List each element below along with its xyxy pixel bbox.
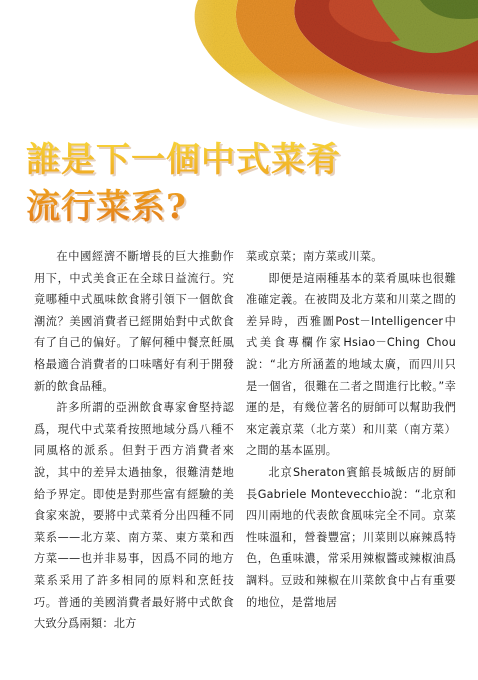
paragraph: 許多所謂的亞洲飲食專家會堅持認爲，現代中式菜肴按照地域分爲八種不同風格的派系。但對于西方消費者來說，其中的差异太過抽象，很難清楚地給予界定。即使是對那些富有經驗的美食家來說，要將中式菜肴分出四種不同菜系——北方菜、南方菜、東方菜和西方菜——也并非易事，因爲不同的地方菜系采用了許多相同的原料和烹飪技巧。普通的美國消費者最好將中式飲食大致分爲兩類：北方 — [34, 401, 234, 631]
article-right-column — [246, 246, 456, 613]
headline-line-1: 誰是下一個中式菜肴 — [26, 140, 341, 180]
paragraph: 在中國經濟不斷增長的巨大推動作用下，中式美食正在全球日益流行。究竟哪種中式風味飲食將引領下一個飲食潮流？美國消費者已經開始對中式飲食有了自己的偏好。了解何種中餐烹飪風格最適合消費者的口味嗜好有利于開發新的飲食品種。 — [34, 250, 234, 393]
article-headline — [26, 137, 466, 231]
headline-line-2: 流行菜系? — [26, 187, 187, 227]
spice-heaps-image — [0, 0, 478, 130]
article-left-column — [34, 246, 234, 635]
paragraph: 北京Sheraton賓館長城飯店的厨師長Gabriele Montevecchio說：“北京和四川兩地的代表飲食風味完全不同。京菜性味溫和，營養豐富；川菜則以麻辣爲特色，色重味濃，常采用辣椒醬或辣椒油爲調料。豆豉和辣椒在川菜飲食中占有重要的地位，是當地居 — [246, 465, 456, 609]
paragraph: 即便是這兩種基本的菜肴風味也很難准確定義。在被問及北方菜和川菜之間的差异時，西雅圖Post－Intelligencer中式美食專欄作家Hsiao－Ching Chou說：“北方所涵蓋的地域太廣，而四川只是一個省，很難在二者之間進行比較。”幸運的是，有幾位著名的厨師可以幫助我們來定義京菜（北方菜）和川菜（南方菜）之間的基本區別。 — [246, 271, 456, 458]
paragraph-continuation: 菜或京菜；南方菜或川菜。 — [246, 250, 383, 263]
